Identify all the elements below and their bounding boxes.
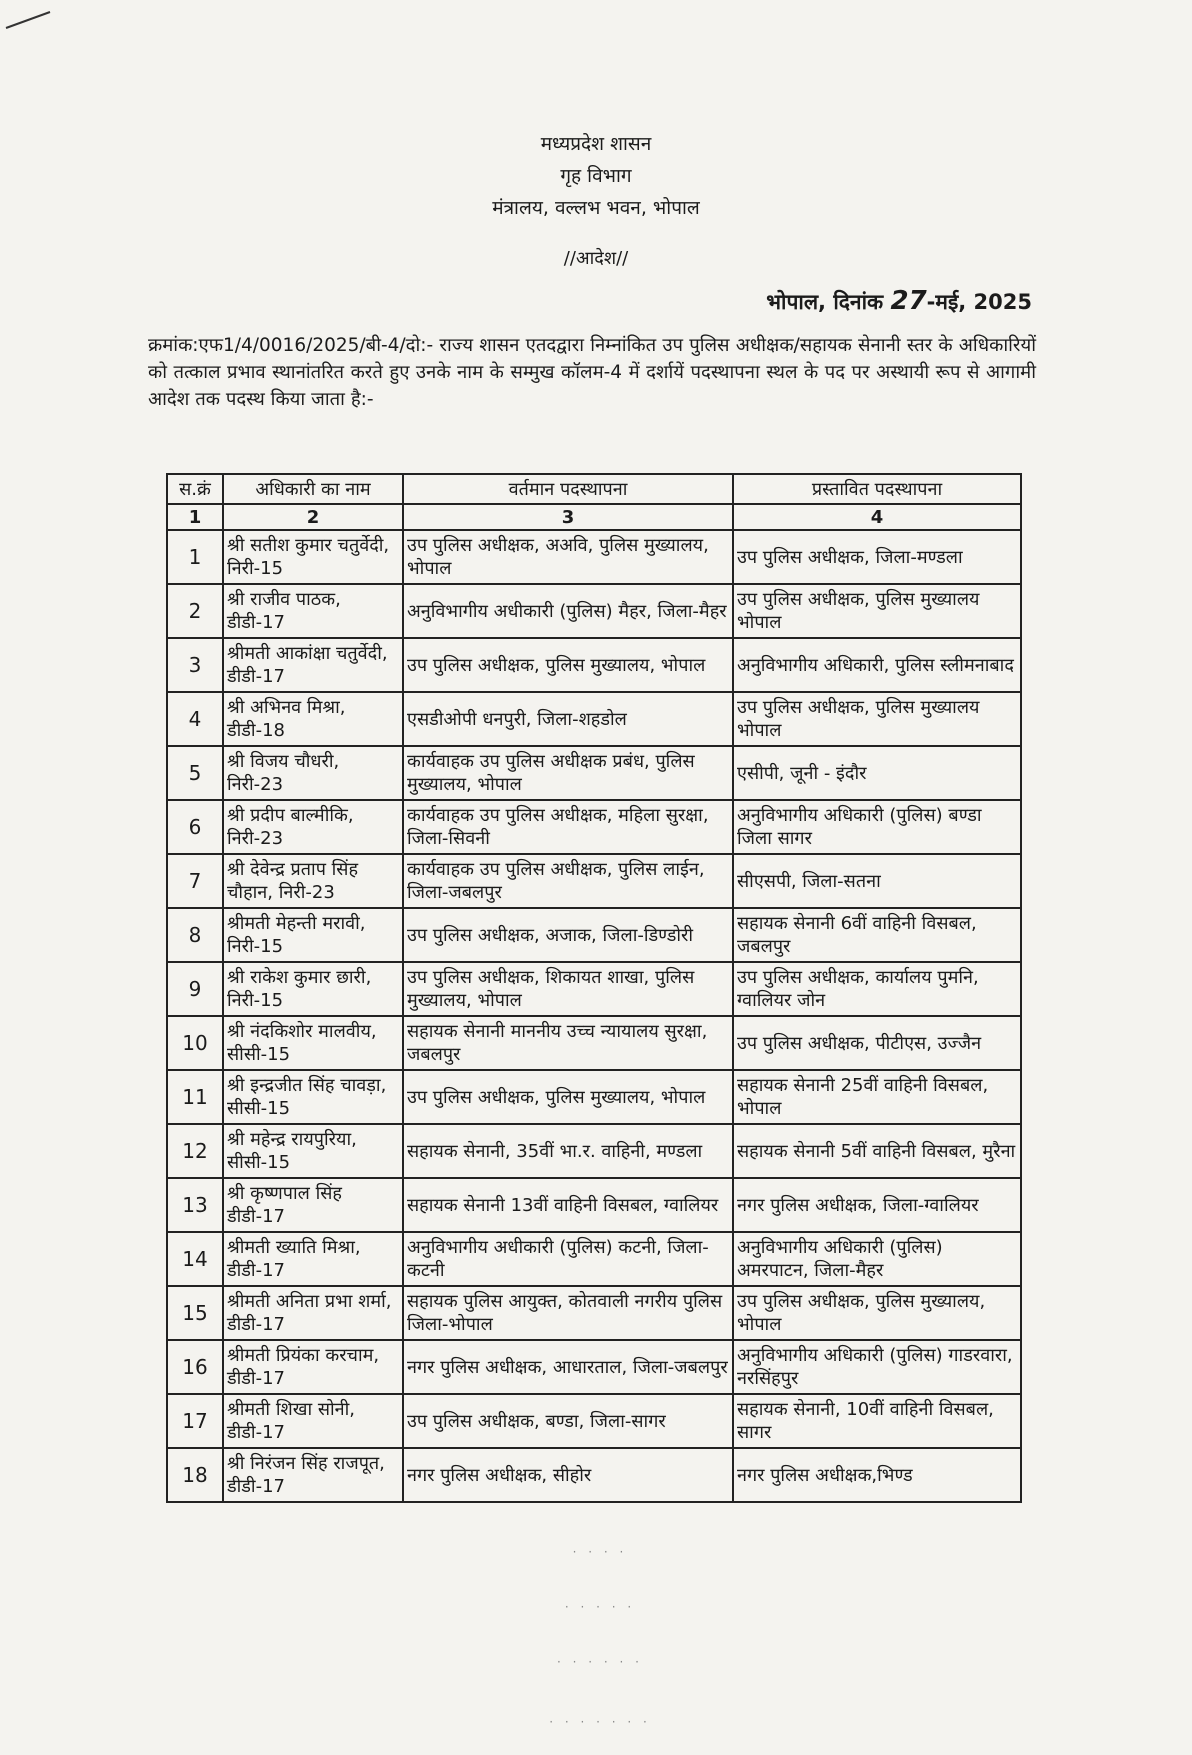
cell-proposed: उप पुलिस अधीक्षक, पीटीएस, उज्जैन: [733, 1016, 1021, 1070]
cell-serial: 5: [167, 746, 223, 800]
column-number: 1: [167, 504, 223, 530]
table-header-row: [167, 474, 1021, 504]
cell-current: एसडीओपी धनपुरी, जिला-शहडोल: [403, 692, 733, 746]
table-row: [167, 530, 1021, 584]
order-paragraph: क्रमांक:एफ1/4/0016/2025/बी-4/दो:- राज्य शासन एतदद्वारा निम्नांकित उप पुलिस अधीक्षक/सहायक सेनानी स्तर के अधिकारियों को तत्काल प्रभाव स्थानांतरित करते हुए उनके नाम के सम्मुख कॉलम-4 में दर्शायें पदस्थापना स्थल के पद पर अस्थायी रूप से आगामी आदेश तक पदस्थ किया जाता है:-: [148, 335, 1036, 410]
cell-name: श्री कृष्णपाल सिंह डीडी-17: [223, 1178, 403, 1232]
cell-current: नगर पुलिस अधीक्षक, आधारताल, जिला-जबलपुर: [403, 1340, 733, 1394]
cell-serial: 18: [167, 1448, 223, 1502]
date-prefix: भोपाल, दिनांक: [766, 290, 884, 314]
cell-proposed: सहायक सेनानी 5वीं वाहिनी विसबल, मुरैना: [733, 1124, 1021, 1178]
table-row: [167, 1070, 1021, 1124]
table-row: [167, 1286, 1021, 1340]
cell-proposed: अनुविभागीय अधिकारी, पुलिस स्लीमनाबाद: [733, 638, 1021, 692]
cell-current: अनुविभागीय अधीकारी (पुलिस) कटनी, जिला-कटनी: [403, 1232, 733, 1286]
table-row: [167, 908, 1021, 962]
cell-current: कार्यवाहक उप पुलिस अधीक्षक प्रबंध, पुलिस मुख्यालय, भोपाल: [403, 746, 733, 800]
table-row: [167, 800, 1021, 854]
header-serial: स.क्रं: [167, 474, 223, 504]
cell-name: श्रीमती मेहन्ती मरावी, निरी-15: [223, 908, 403, 962]
cell-name: श्रीमती शिखा सोनी, डीडी-17: [223, 1394, 403, 1448]
cell-current: उप पुलिस अधीक्षक, अअवि, पुलिस मुख्यालय, भोपाल: [403, 530, 733, 584]
cell-proposed: सीएसपी, जिला-सतना: [733, 854, 1021, 908]
cell-serial: 9: [167, 962, 223, 1016]
posting-table: [166, 473, 1022, 1503]
table-body: [167, 530, 1021, 1502]
cell-current: उप पुलिस अधीक्षक, बण्डा, जिला-सागर: [403, 1394, 733, 1448]
column-number-row: [167, 504, 1021, 530]
cell-current: नगर पुलिस अधीक्षक, सीहोर: [403, 1448, 733, 1502]
cell-proposed: सहायक सेनानी 25वीं वाहिनी विसबल, भोपाल: [733, 1070, 1021, 1124]
cell-proposed: नगर पुलिस अधीक्षक, जिला-ग्वालियर: [733, 1178, 1021, 1232]
table-row: [167, 1340, 1021, 1394]
cell-name: श्रीमती अनिता प्रभा शर्मा, डीडी-17: [223, 1286, 403, 1340]
cell-serial: 16: [167, 1340, 223, 1394]
table-row: [167, 692, 1021, 746]
table-row: [167, 1448, 1021, 1502]
cell-current: कार्यवाहक उप पुलिस अधीक्षक, महिला सुरक्षा, जिला-सिवनी: [403, 800, 733, 854]
pen-stroke-mark: [0, 0, 60, 40]
cell-current: सहायक सेनानी माननीय उच्च न्यायालय सुरक्षा, जबलपुर: [403, 1016, 733, 1070]
table-row: [167, 638, 1021, 692]
cell-serial: 7: [167, 854, 223, 908]
column-number: 3: [403, 504, 733, 530]
table-row: [167, 962, 1021, 1016]
header-proposed-posting: प्रस्तावित पदस्थापना: [733, 474, 1021, 504]
cell-name: श्री विजय चौधरी, निरी-23: [223, 746, 403, 800]
cell-proposed: अनुविभागीय अधिकारी (पुलिस) बण्डा जिला सागर: [733, 800, 1021, 854]
table-row: [167, 1178, 1021, 1232]
table-row: [167, 1232, 1021, 1286]
cell-current: उप पुलिस अधीक्षक, पुलिस मुख्यालय, भोपाल: [403, 1070, 733, 1124]
scan-specks: · · · · · ·: [557, 1655, 643, 1669]
cell-serial: 10: [167, 1016, 223, 1070]
cell-serial: 13: [167, 1178, 223, 1232]
table-row: [167, 1016, 1021, 1070]
cell-serial: 4: [167, 692, 223, 746]
cell-proposed: सहायक सेनानी 6वीं वाहिनी विसबल, जबलपुर: [733, 908, 1021, 962]
header-officer-name: अधिकारी का नाम: [223, 474, 403, 504]
date-line: [766, 286, 1032, 316]
table-row: [167, 746, 1021, 800]
cell-proposed: उप पुलिस अधीक्षक, पुलिस मुख्यालय, भोपाल: [733, 1286, 1021, 1340]
header-current-posting: वर्तमान पदस्थापना: [403, 474, 733, 504]
order-title: //आदेश//: [563, 248, 629, 269]
cell-name: श्री नंदकिशोर मालवीय, सीसी-15: [223, 1016, 403, 1070]
cell-current: उप पुलिस अधीक्षक, शिकायत शाखा, पुलिस मुख्यालय, भोपाल: [403, 962, 733, 1016]
cell-name: श्री अभिनव मिश्रा, डीडी-18: [223, 692, 403, 746]
cell-proposed: उप पुलिस अधीक्षक, पुलिस मुख्यालय भोपाल: [733, 692, 1021, 746]
column-number: 4: [733, 504, 1021, 530]
cell-name: श्री निरंजन सिंह राजपूत, डीडी-17: [223, 1448, 403, 1502]
cell-name: श्री देवेन्द्र प्रताप सिंह चौहान, निरी-23: [223, 854, 403, 908]
table-row: [167, 584, 1021, 638]
letterhead: [0, 128, 1192, 224]
cell-serial: 11: [167, 1070, 223, 1124]
date-suffix: -मई, 2025: [926, 290, 1032, 314]
cell-name: श्री महेन्द्र रायपुरिया, सीसी-15: [223, 1124, 403, 1178]
cell-proposed: अनुविभागीय अधिकारी (पुलिस) अमरपाटन, जिला-मैहर: [733, 1232, 1021, 1286]
cell-current: कार्यवाहक उप पुलिस अधीक्षक, पुलिस लाईन, जिला-जबलपुर: [403, 854, 733, 908]
cell-proposed: सहायक सेनानी, 10वीं वाहिनी विसबल, सागर: [733, 1394, 1021, 1448]
cell-proposed: एसीपी, जूनी - इंदौर: [733, 746, 1021, 800]
cell-serial: 17: [167, 1394, 223, 1448]
cell-current: सहायक सेनानी, 35वीं भा.र. वाहिनी, मण्डला: [403, 1124, 733, 1178]
cell-name: श्रीमती आकांक्षा चतुर्वेदी, डीडी-17: [223, 638, 403, 692]
cell-proposed: नगर पुलिस अधीक्षक,भिण्ड: [733, 1448, 1021, 1502]
scan-specks: · · · ·: [572, 1545, 628, 1559]
cell-serial: 8: [167, 908, 223, 962]
cell-current: सहायक सेनानी 13वीं वाहिनी विसबल, ग्वालियर: [403, 1178, 733, 1232]
cell-name: श्री सतीश कुमार चतुर्वेदी, निरी-15: [223, 530, 403, 584]
cell-proposed: उप पुलिस अधीक्षक, जिला-मण्डला: [733, 530, 1021, 584]
cell-current: सहायक पुलिस आयुक्त, कोतवाली नगरीय पुलिस जिला-भोपाल: [403, 1286, 733, 1340]
letterhead-department: गृह विभाग: [560, 165, 632, 187]
cell-serial: 1: [167, 530, 223, 584]
cell-serial: 12: [167, 1124, 223, 1178]
scan-specks: · · · · · · ·: [549, 1715, 651, 1729]
cell-serial: 15: [167, 1286, 223, 1340]
cell-name: श्री राजीव पाठक, डीडी-17: [223, 584, 403, 638]
date-day: 27: [890, 286, 927, 316]
cell-serial: 3: [167, 638, 223, 692]
letterhead-address: मंत्रालय, वल्लभ भवन, भोपाल: [492, 197, 700, 219]
cell-current: उप पुलिस अधीक्षक, पुलिस मुख्यालय, भोपाल: [403, 638, 733, 692]
cell-name: श्री राकेश कुमार छारी, निरी-15: [223, 962, 403, 1016]
cell-serial: 2: [167, 584, 223, 638]
cell-current: उप पुलिस अधीक्षक, अजाक, जिला-डिण्डोरी: [403, 908, 733, 962]
table-row: [167, 854, 1021, 908]
letterhead-government: मध्यप्रदेश शासन: [540, 133, 652, 155]
cell-serial: 6: [167, 800, 223, 854]
cell-proposed: अनुविभागीय अधिकारी (पुलिस) गाडरवारा, नरसिंहपुर: [733, 1340, 1021, 1394]
cell-current: अनुविभागीय अधीकारी (पुलिस) मैहर, जिला-मैहर: [403, 584, 733, 638]
cell-serial: 14: [167, 1232, 223, 1286]
cell-name: श्रीमती प्रियंका करचाम, डीडी-17: [223, 1340, 403, 1394]
table-row: [167, 1394, 1021, 1448]
cell-name: श्री इन्द्रजीत सिंह चावड़ा, सीसी-15: [223, 1070, 403, 1124]
column-number: 2: [223, 504, 403, 530]
cell-proposed: उप पुलिस अधीक्षक, पुलिस मुख्यालय भोपाल: [733, 584, 1021, 638]
cell-name: श्रीमती ख्याति मिश्रा, डीडी-17: [223, 1232, 403, 1286]
cell-proposed: उप पुलिस अधीक्षक, कार्यालय पुमनि, ग्वालियर जोन: [733, 962, 1021, 1016]
table-row: [167, 1124, 1021, 1178]
scan-specks: · · · · ·: [564, 1600, 636, 1614]
cell-name: श्री प्रदीप बाल्मीकि, निरी-23: [223, 800, 403, 854]
